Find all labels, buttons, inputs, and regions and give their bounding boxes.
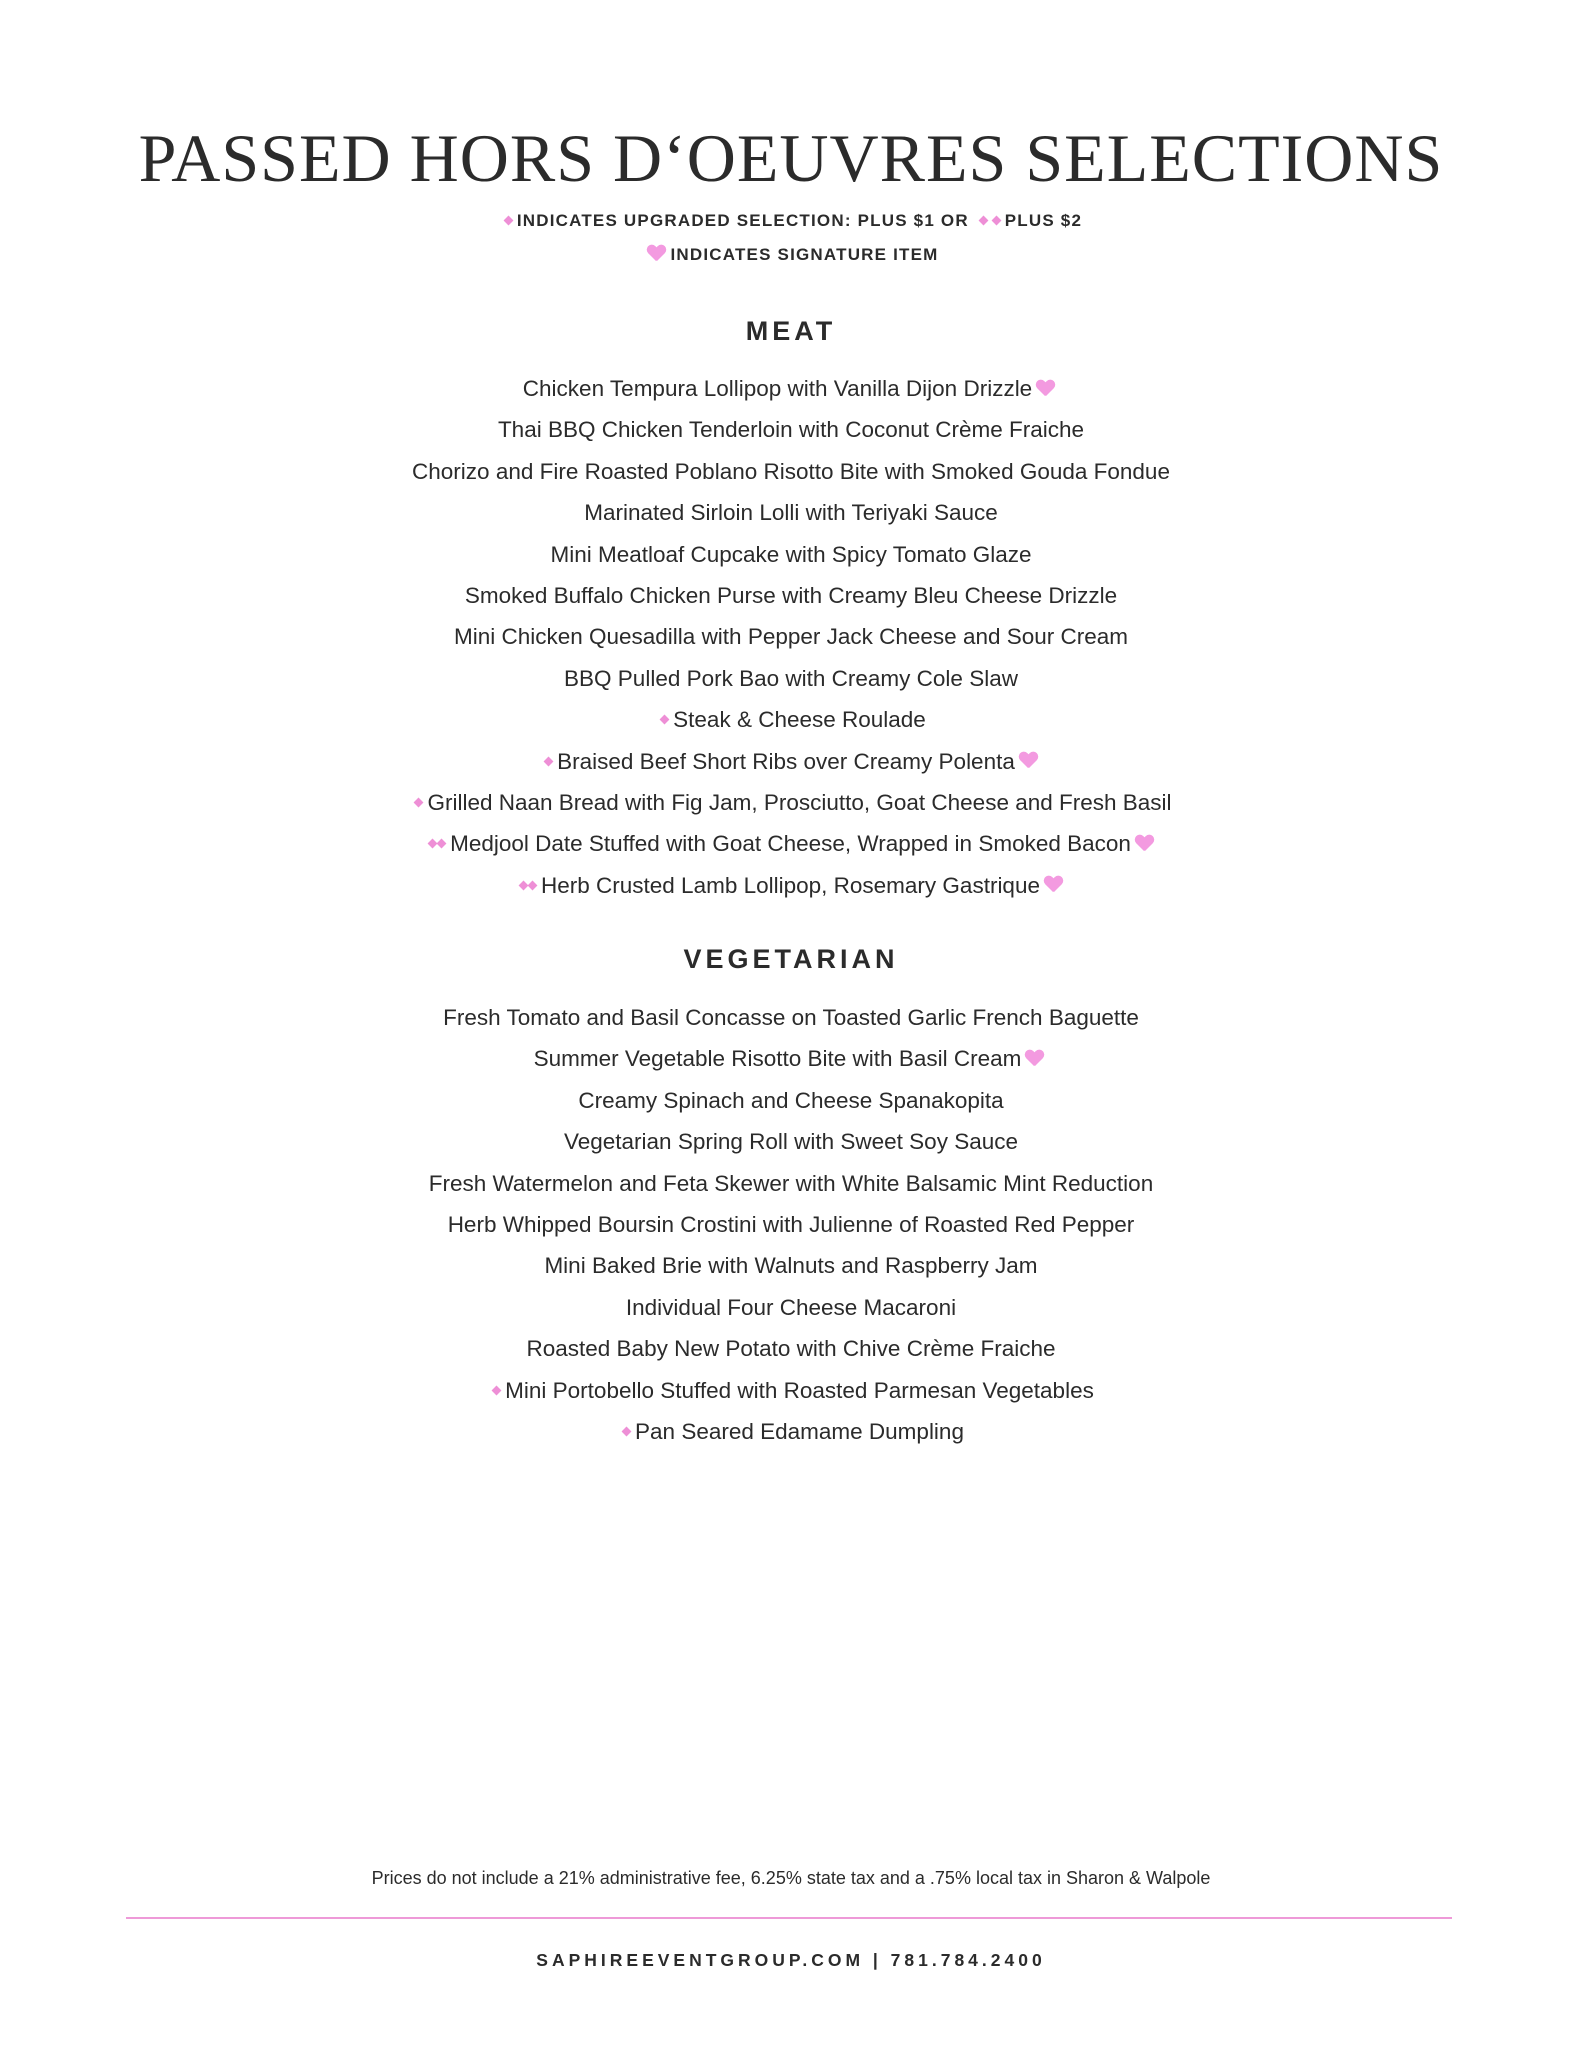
menu-item-text: Chorizo and Fire Roasted Poblano Risotto Bite with Smoked Gouda Fondue [412,458,1170,484]
menu-item-text: Braised Beef Short Ribs over Creamy Polenta [557,748,1015,774]
page-title: PASSED HORS D‘OEUVRES SELECTIONS [138,120,1444,196]
heart-icon [1019,752,1038,769]
section-heading-vegetarian: VEGETARIAN [683,944,899,974]
vegetarian-list [0,997,1582,1452]
menu-item-text: Grilled Naan Bread with Fig Jam, Prosciutto, Goat Cheese and Fresh Basil [427,789,1172,815]
legend-signature-text: INDICATES SIGNATURE ITEM [670,245,939,264]
heart-icon [1036,380,1055,397]
menu-item [0,865,1582,906]
menu-item [0,699,1582,740]
menu-item-text: Mini Chicken Quesadilla with Pepper Jack Cheese and Sour Cream [453,624,1129,650]
menu-item-text: Creamy Spinach and Cheese Spanakopita [578,1087,1004,1113]
menu-item-text: Thai BBQ Chicken Tenderloin with Coconut Crème Fraiche [497,417,1085,443]
menu-item-text: Fresh Tomato and Basil Concasse on Toasted Garlic French Baguette [443,1005,1139,1030]
menu-item [0,741,1582,782]
legend-signature [0,244,1582,266]
diamond-icon [991,215,1001,225]
menu-item [0,1370,1582,1411]
menu-item [0,823,1582,864]
menu-item-text: Mini Meatloaf Cupcake with Spicy Tomato Glaze [550,541,1032,567]
footer-divider [126,1917,1452,1919]
pricing-footnote: Prices do not include a 21% administrative fee, 6.25% state tax and a .75% local tax in Sharon & Walpole [371,1868,1211,1888]
legend-upgrade-text: INDICATES UPGRADED SELECTION: PLUS $1 OR [516,211,969,230]
menu-item [0,997,1582,1038]
heart-icon [1025,1050,1044,1067]
menu-item-text: Herb Crusted Lamb Lollipop, Rosemary Gastrique [541,872,1040,898]
menu-item [0,1038,1582,1079]
menu-item-text: Medjool Date Stuffed with Goat Cheese, Wrapped in Smoked Bacon [450,831,1131,857]
menu-item [0,1163,1582,1204]
legend-upgrade [0,210,1582,232]
menu-item-text: Fresh Watermelon and Feta Skewer with White Balsamic Mint Reduction [428,1170,1154,1196]
diamond-icon [503,215,513,225]
menu-item [0,658,1582,699]
menu-item [0,1328,1582,1369]
contact-info: SAPHIREEVENTGROUP.COM | 781.784.2400 [536,1950,1046,1970]
menu-item [0,368,1582,409]
menu-item [0,492,1582,533]
diamond-icon [622,1427,632,1437]
heart-icon [1135,835,1154,852]
menu-item-text: Individual Four Cheese Macaroni [625,1294,957,1320]
diamond-icon [978,215,988,225]
diamond-icon [544,756,554,766]
menu-item-text: Marinated Sirloin Lolli with Teriyaki Sauce [584,500,998,526]
menu-item [0,1080,1582,1121]
menu-item-text: Herb Whipped Boursin Crostini with Julienne of Roasted Red Pepper [447,1211,1135,1237]
menu-item [0,1121,1582,1162]
menu-item-text: Mini Portobello Stuffed with Roasted Parmesan Vegetables [505,1377,1094,1403]
menu-item-text: Smoked Buffalo Chicken Purse with Creamy Bleu Cheese Drizzle [464,582,1118,608]
diamond-icon [528,880,538,890]
menu-item [0,409,1582,450]
meat-list [0,368,1582,906]
diamond-icon [437,839,447,849]
menu-item-text: Mini Baked Brie with Walnuts and Raspberry Jam [544,1253,1038,1279]
menu-item-text: Pan Seared Edamame Dumpling [635,1418,964,1444]
menu-item [0,1204,1582,1245]
menu-item-text: Summer Vegetable Risotto Bite with Basil Cream [533,1046,1022,1072]
heart-icon [647,245,666,262]
menu-item [0,1287,1582,1328]
legend-upgrade-text-2: PLUS $2 [1004,211,1083,230]
menu-item [0,1411,1582,1452]
diamond-icon [492,1385,502,1395]
menu-item-text: Chicken Tempura Lollipop with Vanilla Dijon Drizzle [522,376,1033,401]
menu-item-text: BBQ Pulled Pork Bao with Creamy Cole Slaw [564,665,1018,691]
menu-item [0,575,1582,616]
menu-item [0,616,1582,657]
menu-item [0,451,1582,492]
diamond-icon [660,715,670,725]
diamond-icon [414,798,424,808]
section-heading-meat: MEAT [745,316,837,346]
menu-item [0,782,1582,823]
menu-item-text: Vegetarian Spring Roll with Sweet Soy Sauce [563,1129,1018,1155]
menu-item-text: Roasted Baby New Potato with Chive Crème Fraiche [526,1336,1056,1362]
menu-item [0,534,1582,575]
menu-item [0,1245,1582,1286]
menu-item-text: Steak & Cheese Roulade [673,707,926,733]
heart-icon [1044,876,1063,893]
